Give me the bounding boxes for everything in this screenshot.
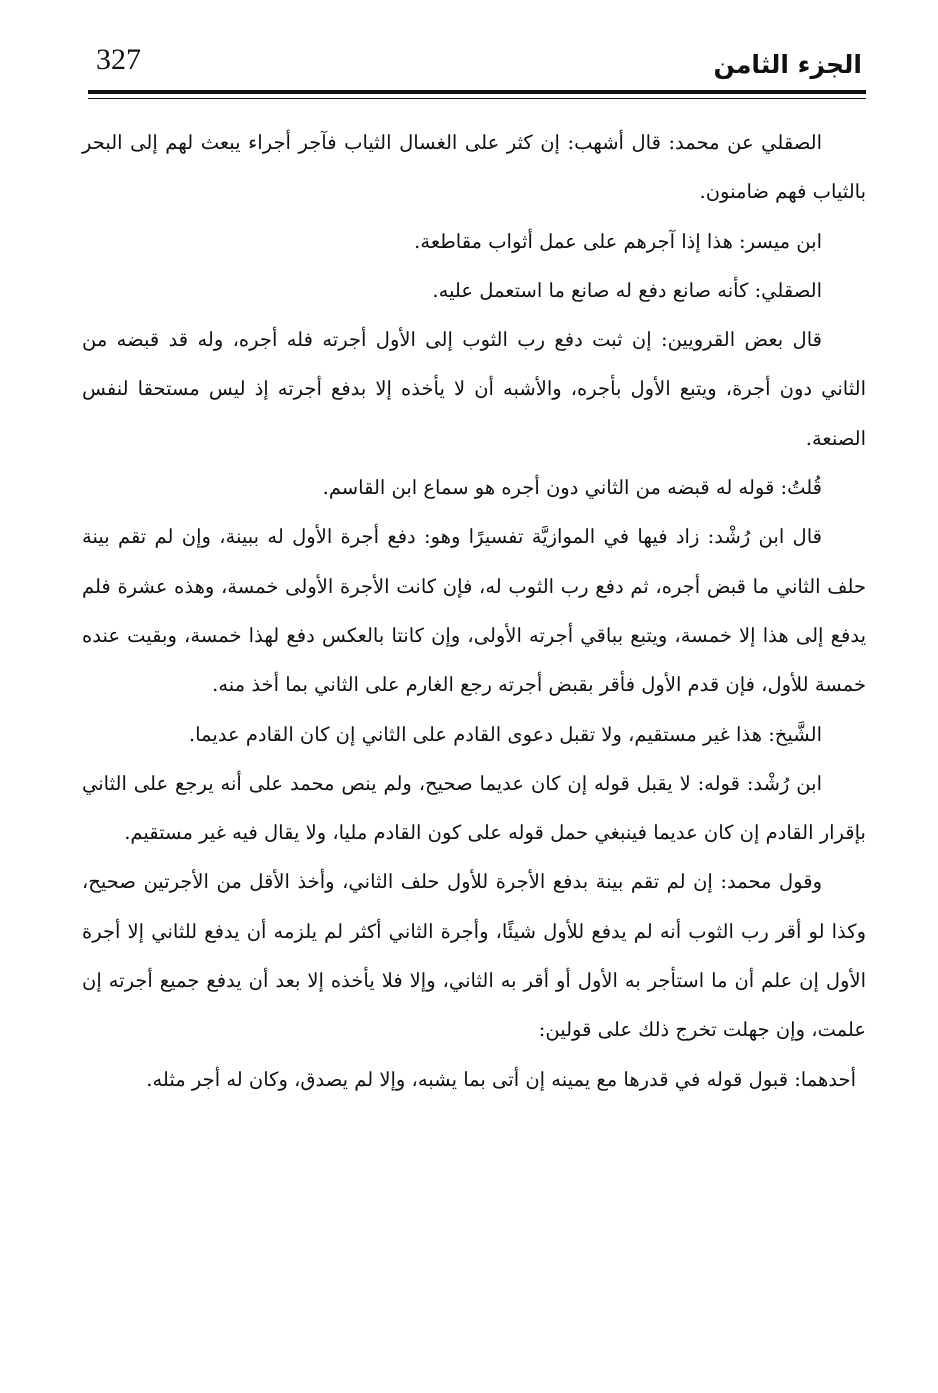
paragraph: الشَّيخ: هذا غير مستقيم، ولا تقبل دعوى القادم على الثاني إن كان القادم عديما. <box>188 722 822 746</box>
paragraph: الصقلي: كأنه صانع دفع له صانع ما استعمل عليه. <box>432 278 822 302</box>
running-head: الجزء الثامن <box>713 50 862 79</box>
paragraph: ابن ميسر: هذا إذا آجرهم على عمل أثواب مقاطعة. <box>414 229 822 253</box>
paragraph: أحدهما: قبول قوله في قدرها مع يمينه إن أتى بما يشبه، وإلا لم يصدق، وكان له أجر مثله. <box>146 1067 856 1091</box>
paragraph: ابن رُشْد: قوله: لا يقبل قوله إن كان عديما صحيح، ولم ينص محمد على أنه يرجع على الثاني بإقرار القادم إن كان عديما فينبغي حمل قوله على كون القادم مليا، ولا يقال فيه غير مستقيم. <box>82 771 866 845</box>
body-text <box>82 118 866 1104</box>
page-header <box>88 38 866 88</box>
paragraph: قال بعض القرويين: إن ثبت دفع رب الثوب إلى الأول أجرته فله أجره، وله قد قبضه من الثاني دون أجرة، ويتبع الأول بأجره، والأشبه أن لا يأخذه إلا بدفع أجرته إذ ليس مستحقا لنفس الصنعة. <box>82 328 866 450</box>
paragraph: قُلتُ: قوله له قبضه من الثاني دون أجره هو سماع ابن القاسم. <box>322 476 822 500</box>
page-number: 327 <box>96 43 141 76</box>
paragraph: الصقلي عن محمد: قال أشهب: إن كثر على الغسال الثياب فآجر أجراء يبعث لهم إلى البحر بالثياب فهم ضامنون. <box>82 131 866 204</box>
header-rule-thin <box>88 98 866 99</box>
paragraph: وقول محمد: إن لم تقم بينة بدفع الأجرة للأول حلف الثاني، وأخذ الأقل من الأجرتين صحيح، وكذا لو أقر رب الثوب أنه لم يدفع للأول شيئًا، وأجرة الثاني أكثر لم يلزمه أن يدفع للثاني إلا أجرة الأول إن علم أن ما استأجر به الأول أو أقر به الثاني، وإلا فلا يأخذه إلا بعد أن يدفع جميع أجرته إن علمت، وإن جهلت تخرج ذلك على قولين: <box>82 870 866 1042</box>
header-rule-thick <box>88 90 866 94</box>
paragraph: قال ابن رُشْد: زاد فيها في الموازيَّة تفسيرًا وهو: دفع أجرة الأول له ببينة، وإن لم تقم بينة حلف الثاني ما قبض أجره، ثم دفع رب الثوب له، فإن كانت الأجرة الأولى خمسة، وهذه عشرة فلم يدفع إلى هذا إلا خمسة، ويتبع بباقي أجرته الأولى، وإن كانتا بالعكس دفع لهذا خمسة، وبقيت عنده خمسة للأول، فإن قدم الأول فأقر بقبض أجرته رجع الغارم على الثاني بما أخذ منه. <box>82 525 866 697</box>
